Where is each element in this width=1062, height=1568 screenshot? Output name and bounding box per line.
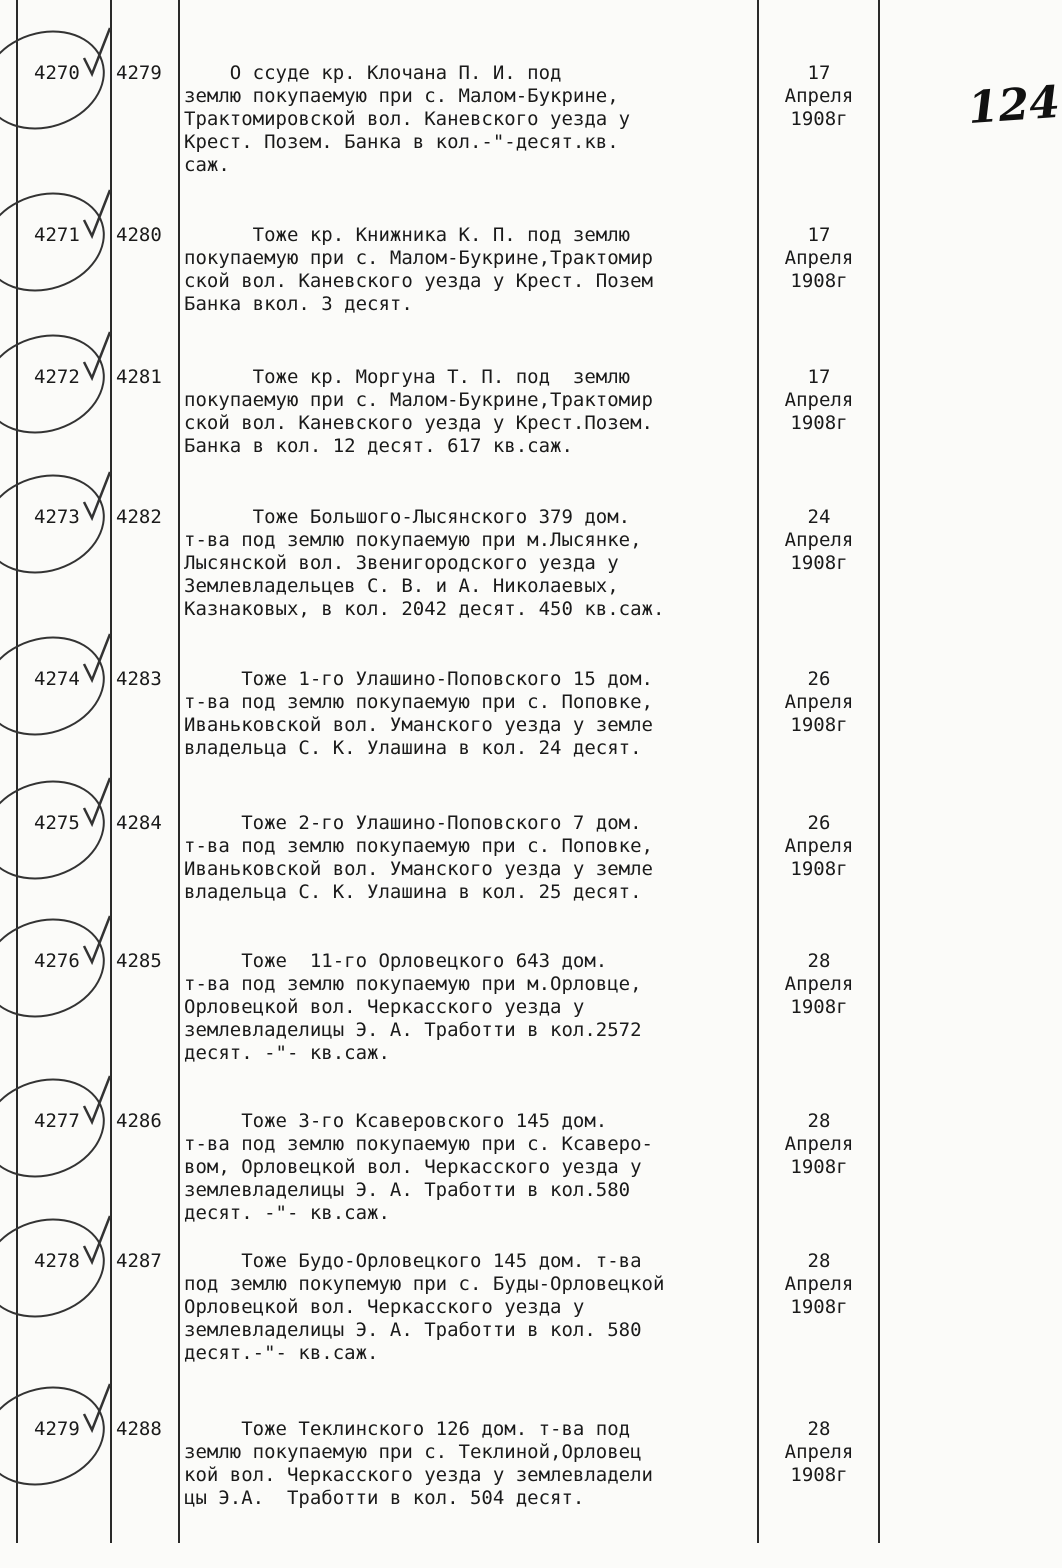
- register-entry: [0, 224, 1024, 374]
- entry-date: [760, 1110, 878, 1179]
- date-month: Апреля: [784, 691, 854, 713]
- case-number: 4279: [116, 62, 162, 84]
- date-year: 1908г: [790, 108, 848, 130]
- register-entry: [0, 366, 1024, 516]
- case-number: 4282: [116, 506, 162, 528]
- date-year: 1908г: [790, 714, 848, 736]
- date-year: 1908г: [790, 858, 848, 880]
- description-line: Банка в кол. 12 десят. 617 кв.саж.: [184, 435, 573, 457]
- entry-number: 4275: [34, 812, 80, 834]
- description-line: землю покупаемую при с. Теклиной,Орловец: [184, 1441, 642, 1463]
- description-line: десят. -"- кв.саж.: [184, 1202, 390, 1224]
- date-month: Апреля: [784, 247, 854, 269]
- description-line: владельца С. К. Улашина в кол. 24 десят.: [184, 737, 642, 759]
- date-month: Апреля: [784, 85, 854, 107]
- case-number: 4287: [116, 1250, 162, 1272]
- description-line: саж.: [184, 154, 230, 176]
- date-year: 1908г: [790, 270, 848, 292]
- description-line: Тоже 1-го Улашино-Поповского 15 дом.: [184, 668, 653, 690]
- description-line: покупаемую при с. Малом-Букрине,Трактомир: [184, 247, 653, 269]
- entry-date: [760, 1250, 878, 1319]
- case-number: 4288: [116, 1418, 162, 1440]
- checkmark-icon: [80, 186, 116, 242]
- description-line: Лысянской вол. Звенигородского уезда у: [184, 552, 619, 574]
- entry-date: [760, 224, 878, 293]
- entry-number: 4271: [34, 224, 80, 246]
- checkmark-icon: [80, 468, 116, 524]
- description-line: Тоже 2-го Улашино-Поповского 7 дом.: [184, 812, 642, 834]
- description-line: ской вол. Каневского уезда у Крест.Позем.: [184, 412, 653, 434]
- entry-number: 4270: [34, 62, 80, 84]
- entry-description: [184, 506, 759, 621]
- description-line: Тоже Будо-Орловецкого 145 дом. т-ва: [184, 1250, 642, 1272]
- checkmark-icon: [80, 630, 116, 686]
- description-line: т-ва под землю покупаемую при м.Орловце,: [184, 973, 642, 995]
- description-line: покупаемую при с. Малом-Букрине,Трактомир: [184, 389, 653, 411]
- date-year: 1908г: [790, 1464, 848, 1486]
- date-day: 28: [807, 1250, 831, 1272]
- entry-description: [184, 812, 759, 904]
- entry-number: 4272: [34, 366, 80, 388]
- date-year: 1908г: [790, 552, 848, 574]
- description-line: Иваньковской вол. Уманского уезда у земле: [184, 858, 653, 880]
- date-year: 1908г: [790, 1156, 848, 1178]
- checkmark-icon: [80, 24, 116, 80]
- date-year: 1908г: [790, 996, 848, 1018]
- description-line: кой вол. Черкасского уезда у землевладели: [184, 1464, 653, 1486]
- entry-description: [184, 366, 759, 458]
- case-number: 4285: [116, 950, 162, 972]
- entry-number: 4276: [34, 950, 80, 972]
- date-month: Апреля: [784, 835, 854, 857]
- description-line: Трактомировской вол. Каневского уезда у: [184, 108, 631, 130]
- entry-description: [184, 224, 759, 316]
- date-month: Апреля: [784, 389, 854, 411]
- date-day: 24: [807, 506, 831, 528]
- description-line: цы Э.А. Тработти в кол. 504 десят.: [184, 1487, 585, 1509]
- date-day: 17: [807, 224, 831, 246]
- entry-number: 4273: [34, 506, 80, 528]
- description-line: Землевладельцев С. В. и А. Николаевых,: [184, 575, 619, 597]
- date-month: Апреля: [784, 529, 854, 551]
- description-line: землевладелицы Э. А. Тработти в кол.2572: [184, 1019, 642, 1041]
- date-day: 28: [807, 950, 831, 972]
- checkmark-icon: [80, 1072, 116, 1128]
- entry-date: [760, 1418, 878, 1487]
- description-line: Тоже 3-го Ксаверовского 145 дом.: [184, 1110, 608, 1132]
- register-entry: [0, 506, 1024, 656]
- entry-description: [184, 1418, 759, 1510]
- description-line: т-ва под землю покупаемую при с. Поповке,: [184, 691, 653, 713]
- register-entry: [0, 1250, 1024, 1400]
- checkmark-icon: [80, 912, 116, 968]
- entry-date: [760, 366, 878, 435]
- date-day: 17: [807, 366, 831, 388]
- description-line: т-ва под землю покупаемую при с. Ксаверо-: [184, 1133, 653, 1155]
- date-day: 17: [807, 62, 831, 84]
- entry-date: [760, 668, 878, 737]
- entry-description: [184, 1110, 759, 1225]
- description-line: Тоже Большого-Лысянского 379 дом.: [184, 506, 631, 528]
- date-month: Апреля: [784, 1273, 854, 1295]
- description-line: Тоже кр. Книжника К. П. под землю: [184, 224, 631, 246]
- register-entry: [0, 812, 1024, 962]
- description-line: десят. -"- кв.саж.: [184, 1042, 390, 1064]
- entry-number: 4274: [34, 668, 80, 690]
- date-day: 26: [807, 812, 831, 834]
- date-day: 28: [807, 1110, 831, 1132]
- entry-number: 4277: [34, 1110, 80, 1132]
- description-line: вом, Орловецкой вол. Черкасского уезда у: [184, 1156, 642, 1178]
- entry-date: [760, 950, 878, 1019]
- register-entry: [0, 950, 1024, 1100]
- description-line: Банка вкол. 3 десят.: [184, 293, 413, 315]
- description-line: владельца С. К. Улашина в кол. 25 десят.: [184, 881, 642, 903]
- entry-date: [760, 506, 878, 575]
- case-number: 4286: [116, 1110, 162, 1132]
- date-year: 1908г: [790, 412, 848, 434]
- entry-description: [184, 668, 759, 760]
- description-line: т-ва под землю покупаемую при м.Лысянке,: [184, 529, 642, 551]
- entry-number: 4278: [34, 1250, 80, 1272]
- date-day: 28: [807, 1418, 831, 1440]
- checkmark-icon: [80, 1212, 116, 1268]
- entry-description: [184, 950, 759, 1065]
- description-line: Казнаковых, в кол. 2042 десят. 450 кв.саж.: [184, 598, 665, 620]
- description-line: землевладелицы Э. А. Тработти в кол. 580: [184, 1319, 642, 1341]
- description-line: землевладелицы Э. А. Тработти в кол.580: [184, 1179, 631, 1201]
- description-line: Тоже 11-го Орловецкого 643 дом.: [184, 950, 608, 972]
- register-entry: [0, 668, 1024, 818]
- description-line: Тоже Теклинского 126 дом. т-ва под: [184, 1418, 631, 1440]
- entry-number: 4279: [34, 1418, 80, 1440]
- description-line: т-ва под землю покупаемую при с. Поповке,: [184, 835, 653, 857]
- date-month: Апреля: [784, 1133, 854, 1155]
- description-line: Иваньковской вол. Уманского уезда у земле: [184, 714, 653, 736]
- register-entry: [0, 62, 1024, 212]
- case-number: 4283: [116, 668, 162, 690]
- description-line: землю покупаемую при с. Малом-Букрине,: [184, 85, 619, 107]
- date-year: 1908г: [790, 1296, 848, 1318]
- date-day: 26: [807, 668, 831, 690]
- date-month: Апреля: [784, 973, 854, 995]
- checkmark-icon: [80, 1380, 116, 1436]
- checkmark-icon: [80, 774, 116, 830]
- case-number: 4284: [116, 812, 162, 834]
- register-entry: [0, 1110, 1024, 1260]
- description-line: Орловецкой вол. Черкасского уезда у: [184, 996, 585, 1018]
- description-line: под землю покупемую при с. Буды-Орловецкой: [184, 1273, 665, 1295]
- checkmark-icon: [80, 328, 116, 384]
- description-line: О ссуде кр. Клочана П. И. под: [184, 62, 562, 84]
- description-line: Орловецкой вол. Черкасского уезда у: [184, 1296, 585, 1318]
- case-number: 4281: [116, 366, 162, 388]
- description-line: Крест. Позем. Банка в кол.-"-десят.кв.: [184, 131, 619, 153]
- date-month: Апреля: [784, 1441, 854, 1463]
- register-entry: [0, 1418, 1024, 1568]
- entry-description: [184, 62, 759, 177]
- entry-date: [760, 62, 878, 131]
- description-line: ской вол. Каневского уезда у Крест. Позем: [184, 270, 653, 292]
- entry-date: [760, 812, 878, 881]
- case-number: 4280: [116, 224, 162, 246]
- entry-description: [184, 1250, 759, 1365]
- description-line: десят.-"- кв.саж.: [184, 1342, 379, 1364]
- page-number: 124: [966, 76, 1062, 135]
- description-line: Тоже кр. Моргуна Т. П. под землю: [184, 366, 631, 388]
